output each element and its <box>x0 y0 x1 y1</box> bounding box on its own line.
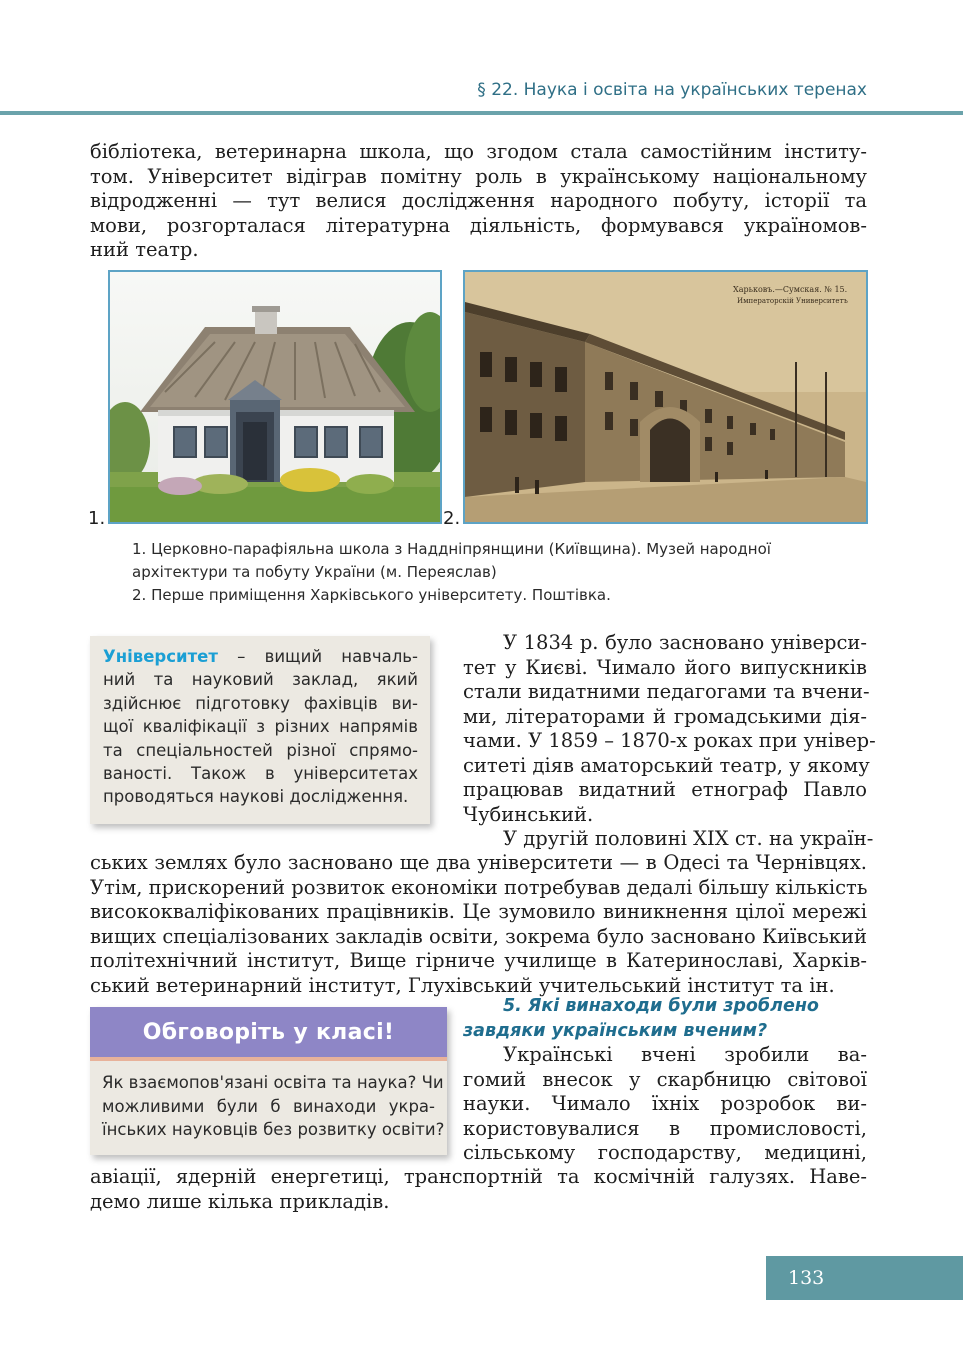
definition-term: Університет <box>103 647 218 666</box>
text-line: науки. Чимало їхніх розробок ви- <box>463 1092 867 1115</box>
text-line: бібліотека, ветеринарна школа, що згодом стала самостійним інститу- <box>90 140 867 163</box>
text-line: ми, літераторами й громадськими дія- <box>463 704 867 728</box>
paragraph-third-full <box>90 1165 867 1214</box>
discuss-line: їнських науковців без розвитку освіти? <box>102 1120 445 1139</box>
section-question <box>463 994 873 1044</box>
text-line: авіації, ядерній енергетиці, транспортній та космічній галузях. Наве- <box>90 1165 867 1188</box>
page-number-box <box>766 1256 963 1300</box>
paragraph-second <box>90 851 867 998</box>
text-line: демо лише кілька прикладів. <box>90 1189 390 1213</box>
text-line: Утім, прискорений розвиток економіки потребував дедалі більшу кількість <box>90 875 868 899</box>
photo-parish-school <box>108 270 442 524</box>
text-line: том. Університет відіграв помітну роль в українському національному <box>90 164 867 188</box>
definition-line: ний та науковий заклад, який <box>103 670 418 690</box>
definition-line: ваності. Також в університетах <box>103 764 418 784</box>
kharkiv-university-illustration <box>465 272 866 522</box>
section-title: § 22. Наука і освіта на українських теренах <box>477 80 867 100</box>
text-line: гомий внесок у скарбницю світової <box>463 1067 867 1091</box>
text-line: Українські вчені зробили ва- <box>503 1043 867 1066</box>
postcard-title-text: Харьковъ.—Сумская. № 15. <box>733 285 848 294</box>
discuss-box <box>90 1007 447 1155</box>
caption-line: архітектури та побуту України (м. Переяслав) <box>132 563 497 581</box>
text-line: політехнічний інститут, Вище гірниче училище в Катеринославі, Харків- <box>90 949 867 972</box>
text-line: сільському господарству, медицині, <box>463 1141 867 1164</box>
text-line: чами. У 1859 – 1870-х роках при універ- <box>463 729 876 752</box>
text-line: висококваліфікованих працівників. Це зумовило виникнення цілої мережі <box>90 900 867 923</box>
figure-number-1: 1. <box>88 508 106 529</box>
caption-line: 1. Церковно-парафіяльна школа з Наддніпрянщини (Київщина). Музей народної <box>132 540 771 558</box>
text-line: користовувалися в промисловості, <box>463 1116 867 1140</box>
header-rule <box>0 111 963 115</box>
definition-line: та спеціальностей різної спрямо- <box>103 740 418 760</box>
paragraph-second-first-line <box>463 827 874 852</box>
definition-line: щої кваліфікації з різних напрямів <box>103 717 418 737</box>
text-line: працював видатний етнограф Павло <box>463 778 867 801</box>
definition-line: проводяться наукові дослідження. <box>103 787 409 807</box>
text-line: ний театр. <box>90 238 199 261</box>
text-line: ських землях було засновано ще два університети — в Одесі та Чернівцях. <box>90 851 867 874</box>
figure-number-2: 2. <box>443 508 461 529</box>
paragraph-top <box>90 140 867 263</box>
text-line: ський ветеринарний інститут, Глухівський учительський інститут та ін. <box>90 973 835 997</box>
discuss-line: Як взаємопов'язані освіта та наука? Чи <box>102 1073 444 1092</box>
caption-line: 2. Перше приміщення Харківського університету. Поштівка. <box>132 586 611 604</box>
discuss-title: Обговоріть у класі! <box>90 1007 447 1057</box>
paragraph-kyiv-university <box>463 631 876 827</box>
text-line: мови, розгорталася літературна діяльність, формувався україномов- <box>90 213 867 237</box>
text-line: У другій половині XIX ст. на україн- <box>503 827 874 850</box>
page-number: 133 <box>788 1267 825 1289</box>
definition-box <box>90 636 430 824</box>
text-line: тет у Києві. Чимало його випускників <box>463 655 867 679</box>
paragraph-third-right <box>463 1043 867 1166</box>
text-line: У 1834 р. було засновано універси- <box>503 631 867 654</box>
postcard-subtitle-text: Императорскій Университетъ <box>737 297 848 305</box>
text-line: відродженні — тут велися дослідження народного побуту, історії та <box>90 189 867 212</box>
figure-captions <box>132 538 852 607</box>
definition-first-line <box>103 645 418 668</box>
discuss-line: можливими були б винаходи укра- <box>102 1096 435 1116</box>
text-line: стали видатними педагогами та вчени- <box>463 680 870 703</box>
photo-kharkiv-university <box>463 270 868 524</box>
question-line: завдяки українським вченим? <box>463 1021 768 1041</box>
question-line: 5. Які винаходи були зроблено <box>503 996 819 1016</box>
text-line: ситеті діяв аматорський театр, у якому <box>463 753 870 777</box>
definition-line: здійснює підготовку фахівців ви- <box>103 693 418 713</box>
text-line: Чубинський. <box>463 802 594 826</box>
definition-first-line-rest: – вищий навчаль- <box>217 647 418 666</box>
parish-school-illustration <box>110 272 440 522</box>
discuss-body <box>90 1061 447 1142</box>
text-line: вищих спеціалізованих закладів освіти, зокрема було засновано Київський <box>90 924 867 948</box>
